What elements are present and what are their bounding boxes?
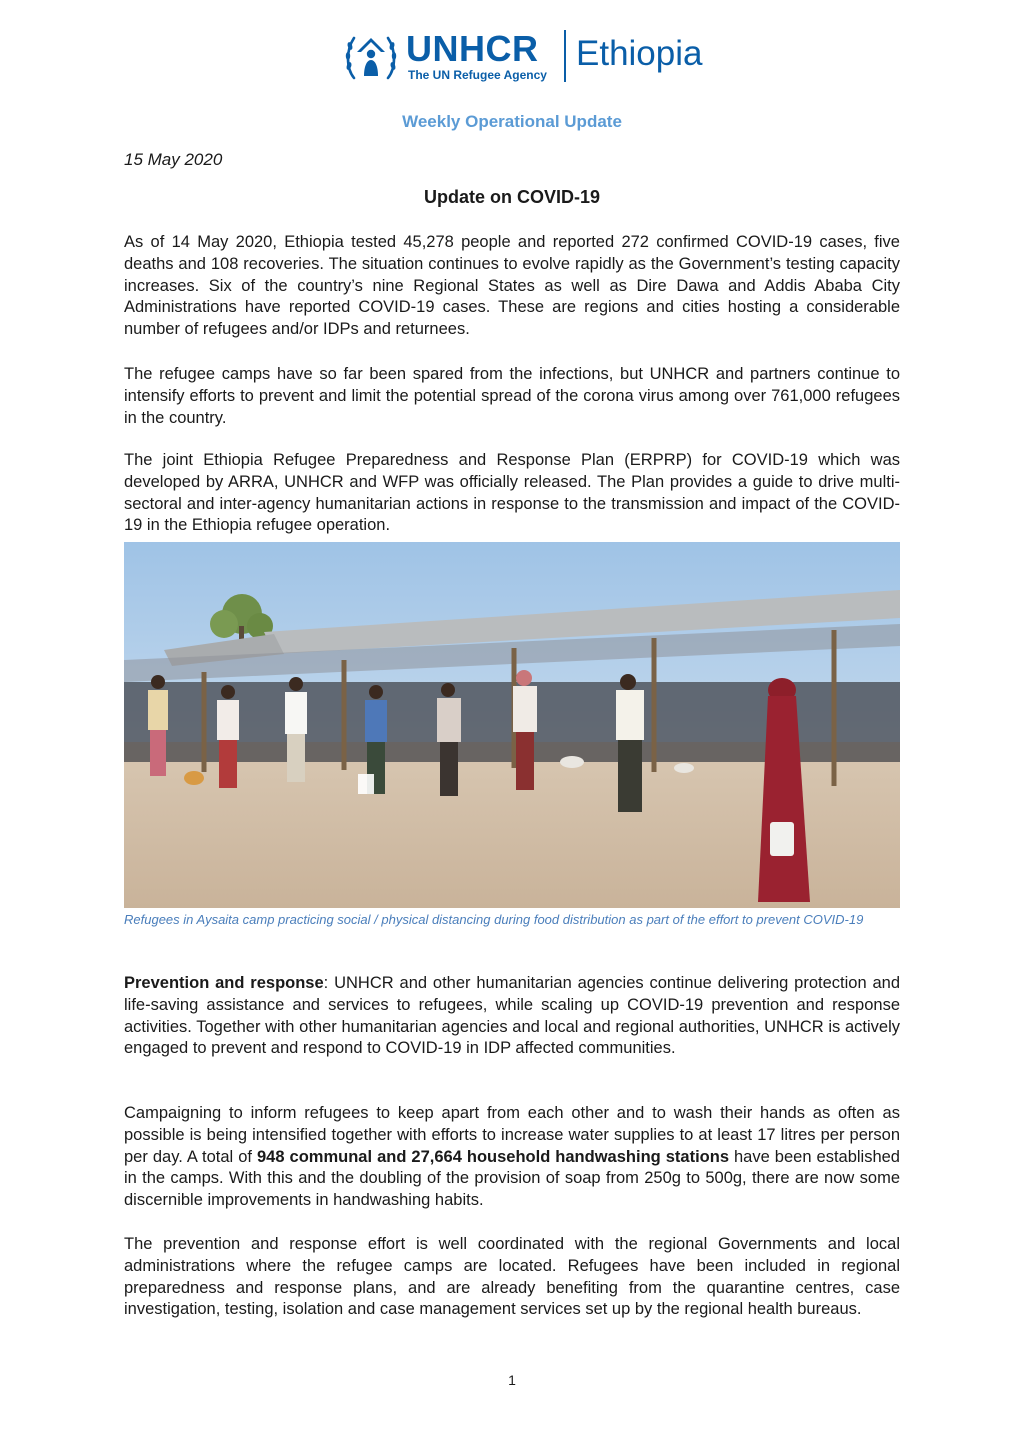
logo-wordmark: UNHCR	[406, 28, 539, 69]
logo-country: Ethiopia	[576, 34, 703, 73]
report-kicker: Weekly Operational Update	[402, 112, 622, 131]
report-date: 15 May 2020	[124, 150, 223, 169]
unhcr-emblem-icon	[342, 28, 400, 84]
paragraph-covid-status: As of 14 May 2020, Ethiopia tested 45,278 people and reported 272 confirmed COVID-19 cases, five deaths and 108 recoveries. The situation continues to evolve rapidly as the Government’s testing capacity increases. Six of the country’s nine Regional States as well as Dire Dawa and Addis Ababa City Administrations have reported COVID-19 cases. These are regions and cities hosting a considerable number of refugees and/or IDPs and returnees.	[124, 233, 900, 339]
paragraph-prevention-response	[124, 973, 900, 1060]
unhcr-logo	[342, 28, 722, 84]
paragraph-erprp: The joint Ethiopia Refugee Preparedness and Response Plan (ERPRP) for COVID-19 which was developed by ARRA, UNHCR and WFP was officially released. The Plan provides a guide to drive multi-sectoral and inter-agency humanitarian actions in response to the transmission and impact of the COVID-19 in the Ethiopia refugee operation.	[124, 451, 900, 535]
prevention-response-text: : UNHCR and other humanitarian agencies continue delivering protection and life-saving assistance and services to refugees, while scaling up COVID-19 prevention and response activities. Together with other humanitarian agencies and local and regional authorities, UNHCR is actively engaged to prevent and respond to COVID-19 in IDP affected communities.	[124, 974, 901, 1058]
photo-illustration	[124, 542, 900, 908]
photo-caption: Refugees in Aysaita camp practicing social / physical distancing during food distribution as part of the effort to prevent COVID-19	[124, 912, 864, 927]
paragraph-coordination: The prevention and response effort is well coordinated with the regional Governments and local administrations where the refugee camps are located. Refugees have been included in regional preparedness and response plans, and are already benefiting from the quarantine centres, case investigation, testing, isolation and case management services set up by the regional health bureaus.	[124, 1235, 900, 1319]
paragraph-handwashing	[124, 1103, 900, 1212]
logo-tagline: The UN Refugee Agency	[408, 68, 547, 82]
handwashing-text-b: have been established in the camps. With this and the doubling of the provision of soap from 250g to 500g, there are now some discernible improvements in handwashing habits.	[124, 1147, 900, 1210]
paragraph-refugee-camps: The refugee camps have so far been spared from the infections, but UNHCR and partners continue to intensify efforts to prevent and limit the potential spread of the corona virus among over 761,000 refugees in the country.	[124, 365, 900, 427]
section-title: Update on COVID-19	[423, 187, 601, 207]
handwashing-stations-count: 948 communal and 27,664 household handwashing stations	[257, 1147, 729, 1166]
page-number: 1	[508, 1372, 516, 1388]
photo-food-distribution	[124, 542, 900, 908]
handwashing-text-a: Campaigning to inform refugees to keep apart from each other and to wash their hands as often as possible is being intensified together with efforts to increase water supplies to at least 17 litres per person per day. A total of	[124, 1104, 900, 1166]
prevention-response-heading: Prevention and response	[124, 974, 324, 992]
logo-divider	[564, 30, 566, 82]
